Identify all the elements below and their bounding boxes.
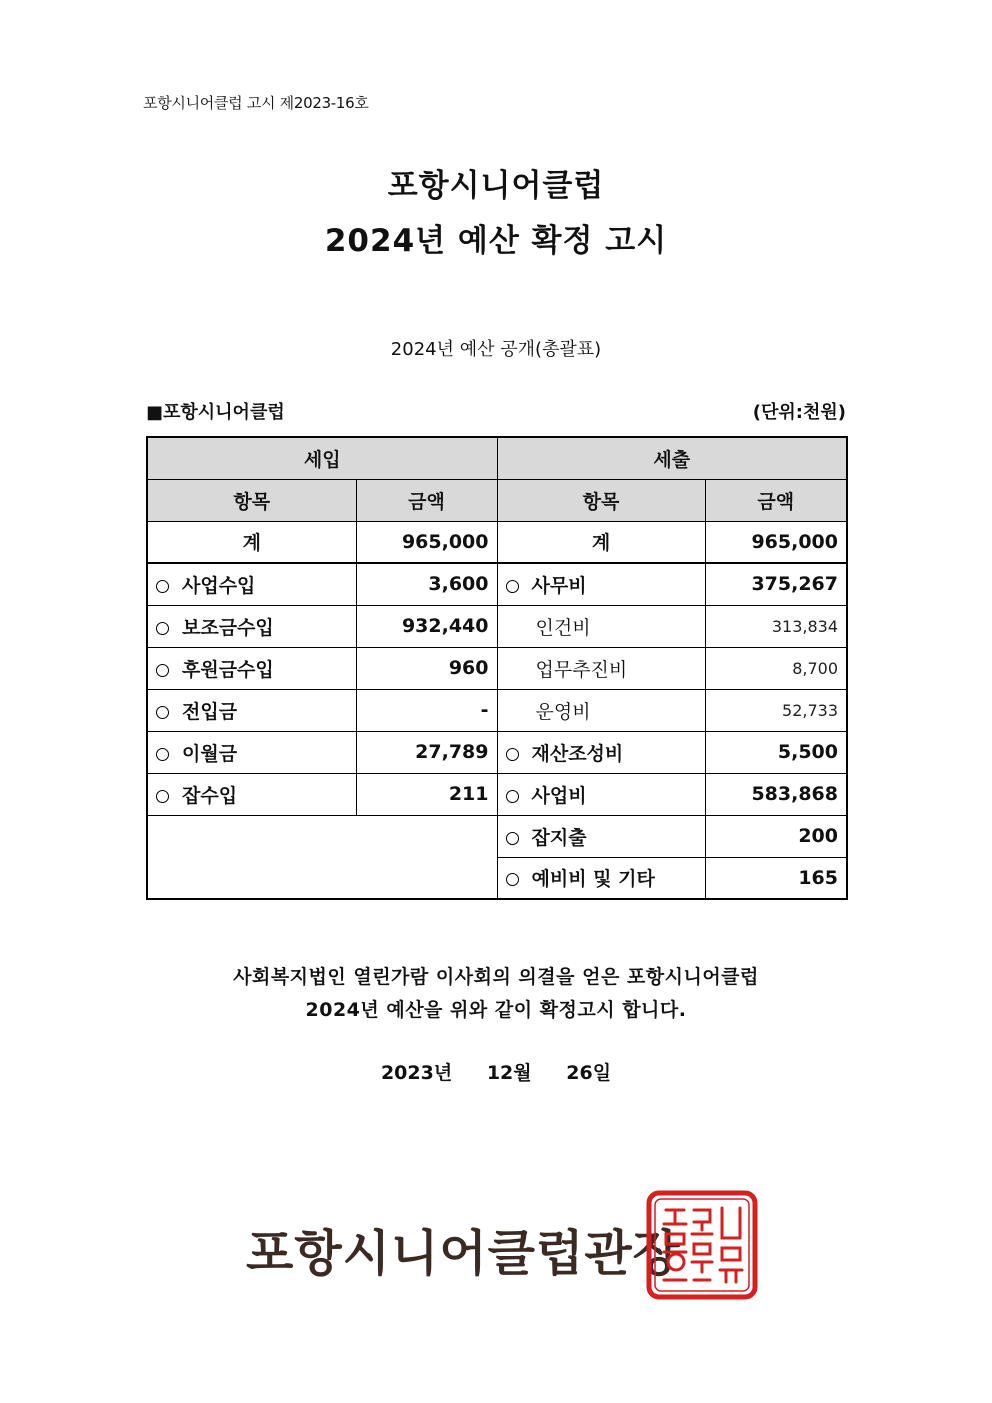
expense-amount: 200 <box>705 815 847 857</box>
expense-total-label: 계 <box>497 521 705 563</box>
unit-label: (단위:천원) <box>752 402 846 423</box>
expense-subitem: 업무추진비 <box>497 647 705 689</box>
revenue-amount: 27,789 <box>356 731 497 773</box>
expense-subitem: 운영비 <box>497 689 705 731</box>
expense-subitem: 인건비 <box>497 605 705 647</box>
circle-bullet-icon <box>156 580 169 593</box>
expense-amount-header: 금액 <box>705 479 847 521</box>
expense-subamount: 313,834 <box>705 605 847 647</box>
circle-bullet-icon <box>506 580 519 593</box>
notice-number: 포항시니어클럽 고시 제2023-16호 <box>143 94 369 112</box>
revenue-header: 세입 <box>147 437 497 479</box>
table-row <box>147 689 847 731</box>
expense-item: 재산조성비 <box>497 731 705 773</box>
expense-item: 사무비 <box>497 563 705 605</box>
total-row <box>147 521 847 563</box>
revenue-amount-header: 금액 <box>356 479 497 521</box>
revenue-amount: - <box>356 689 497 731</box>
revenue-item: 전입금 <box>147 689 356 731</box>
circle-bullet-icon <box>156 706 169 719</box>
expense-amount: 583,868 <box>705 773 847 815</box>
revenue-item-header: 항목 <box>147 479 356 521</box>
expense-item-header: 항목 <box>497 479 705 521</box>
circle-bullet-icon <box>156 790 169 803</box>
circle-bullet-icon <box>156 622 169 635</box>
table-row <box>147 563 847 605</box>
signer-name: 포항시니어클럽관장 <box>246 1225 682 1282</box>
expense-item: 사업비 <box>497 773 705 815</box>
revenue-total-label: 계 <box>147 521 356 563</box>
expense-amount: 165 <box>705 857 847 899</box>
revenue-amount: 960 <box>356 647 497 689</box>
table-row <box>147 731 847 773</box>
date-year: 2023년 <box>380 1062 453 1084</box>
table-header-row <box>147 437 847 479</box>
expense-item: 예비비 및 기타 <box>497 857 705 899</box>
revenue-amount: 211 <box>356 773 497 815</box>
circle-bullet-icon <box>506 832 519 845</box>
budget-table <box>146 436 848 900</box>
expense-amount: 5,500 <box>705 731 847 773</box>
table-row <box>147 815 847 857</box>
closing-line-1: 사회복지법인 열린가람 이사회의 의결을 얻은 포항시니어클럽 <box>233 966 759 988</box>
revenue-amount: 932,440 <box>356 605 497 647</box>
organization-label: ■포항시니어클럽 <box>146 402 285 423</box>
subtitle: 2024년 예산 공개(총괄표) <box>390 339 602 360</box>
official-seal-icon <box>646 1190 758 1300</box>
circle-bullet-icon <box>506 873 519 886</box>
date-month: 12월 <box>486 1062 532 1084</box>
closing-line-2: 2024년 예산을 위와 같이 확정고시 합니다. <box>305 999 687 1021</box>
title-line-1: 포항시니어클럽 <box>387 168 605 204</box>
revenue-amount: 3,600 <box>356 563 497 605</box>
circle-bullet-icon <box>156 664 169 677</box>
revenue-item: 잡수입 <box>147 773 356 815</box>
expense-subamount: 52,733 <box>705 689 847 731</box>
revenue-empty-cell <box>147 815 497 899</box>
revenue-item: 사업수입 <box>147 563 356 605</box>
circle-bullet-icon <box>506 748 519 761</box>
circle-bullet-icon <box>506 790 519 803</box>
revenue-item: 보조금수입 <box>147 605 356 647</box>
table-row <box>147 647 847 689</box>
table-subheader-row <box>147 479 847 521</box>
circle-bullet-icon <box>156 748 169 761</box>
notice-date <box>0 1058 992 1085</box>
table-row <box>147 773 847 815</box>
revenue-item: 후원금수입 <box>147 647 356 689</box>
expense-header: 세출 <box>497 437 847 479</box>
date-day: 26일 <box>566 1062 612 1084</box>
expense-amount: 375,267 <box>705 563 847 605</box>
expense-subamount: 8,700 <box>705 647 847 689</box>
revenue-total-amount: 965,000 <box>356 521 497 563</box>
table-row <box>147 605 847 647</box>
title-line-2: 2024년 예산 확정 고시 <box>324 223 668 259</box>
expense-item: 잡지출 <box>497 815 705 857</box>
revenue-item: 이월금 <box>147 731 356 773</box>
expense-total-amount: 965,000 <box>705 521 847 563</box>
